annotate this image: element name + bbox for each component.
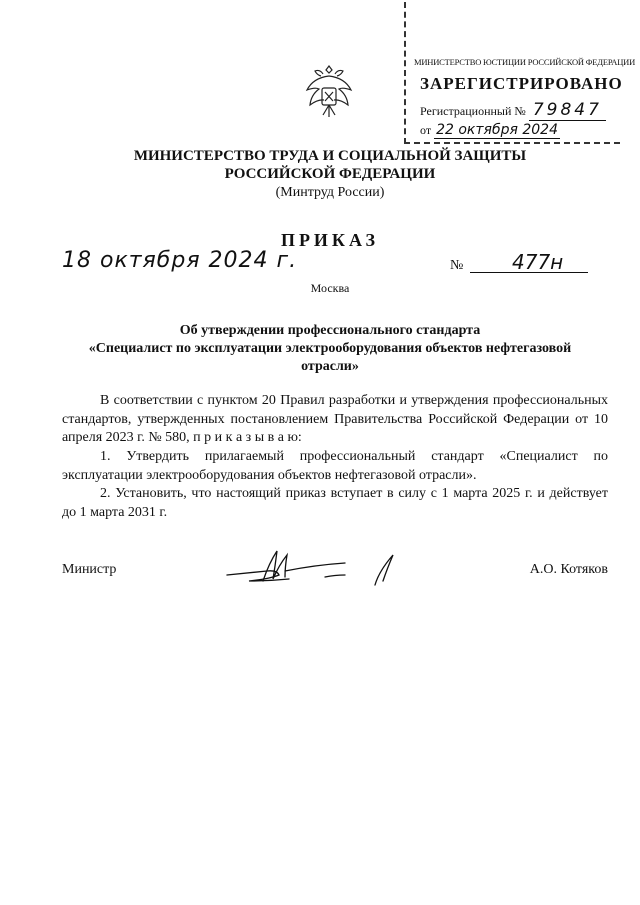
signer-position: Министр (62, 562, 117, 577)
signer-name: А.О. Котяков (529, 562, 608, 577)
body-paragraph-3: 2. Установить, что настоящий приказ вступает в силу с 1 марта 2025 г. и действует до 1 марта 2031 г. (62, 486, 608, 520)
title-line1: Об утверждении профессионального стандарта (179, 323, 481, 338)
stamp-ministry: МИНИСТЕРСТВО ЮСТИЦИИ РОССИЙСКОЙ ФЕДЕРАЦИИ (414, 57, 636, 67)
handwritten-signature (225, 545, 405, 595)
order-city: Москва (310, 281, 350, 295)
registration-stamp (404, 2, 636, 144)
body-paragraph-1: В соответствии с пунктом 20 Правил разработки и утверждения профессиональных стандартов, утвержденных постановлением Правительства Российской Федерации от 10 апреля 2023 г. № 580, п р и к а з ы в а ю: (62, 393, 608, 445)
ministry-name-line2: РОССИЙСКОЙ ФЕДЕРАЦИИ (224, 166, 436, 182)
stamp-reg-label: Регистрационный № (420, 104, 526, 118)
body-paragraph-2: 1. Утвердить прилагаемый профессиональный стандарт «Специалист по эксплуатации электрооборудования объектов нефтегазовой отрасли». (62, 449, 608, 483)
stamp-date-label: от (420, 123, 432, 137)
order-date-handwritten: 18 октября 2024 г. (62, 248, 298, 273)
order-number-label: № (450, 258, 464, 273)
document-type: ПРИКАЗ (280, 230, 380, 250)
title-line2: «Специалист по эксплуатации электрооборудования объектов нефтегазовой (88, 341, 572, 356)
stamp-date-value: 22 октября 2024 (436, 122, 558, 138)
stamp-reg-number: 79847 (529, 100, 606, 121)
order-number-handwritten: 477н (512, 250, 564, 274)
stamp-status: ЗАРЕГИСТРИРОВАНО (420, 74, 623, 93)
stamp-reg-line (420, 100, 606, 120)
title-line3: отрасли» (301, 359, 359, 374)
coat-of-arms-icon (303, 62, 355, 124)
ministry-name-line1: МИНИСТЕРСТВО ТРУДА И СОЦИАЛЬНОЙ ЗАЩИТЫ (133, 148, 527, 164)
stamp-date-line (420, 122, 560, 138)
ministry-short-name: (Минтруд России) (275, 185, 385, 200)
